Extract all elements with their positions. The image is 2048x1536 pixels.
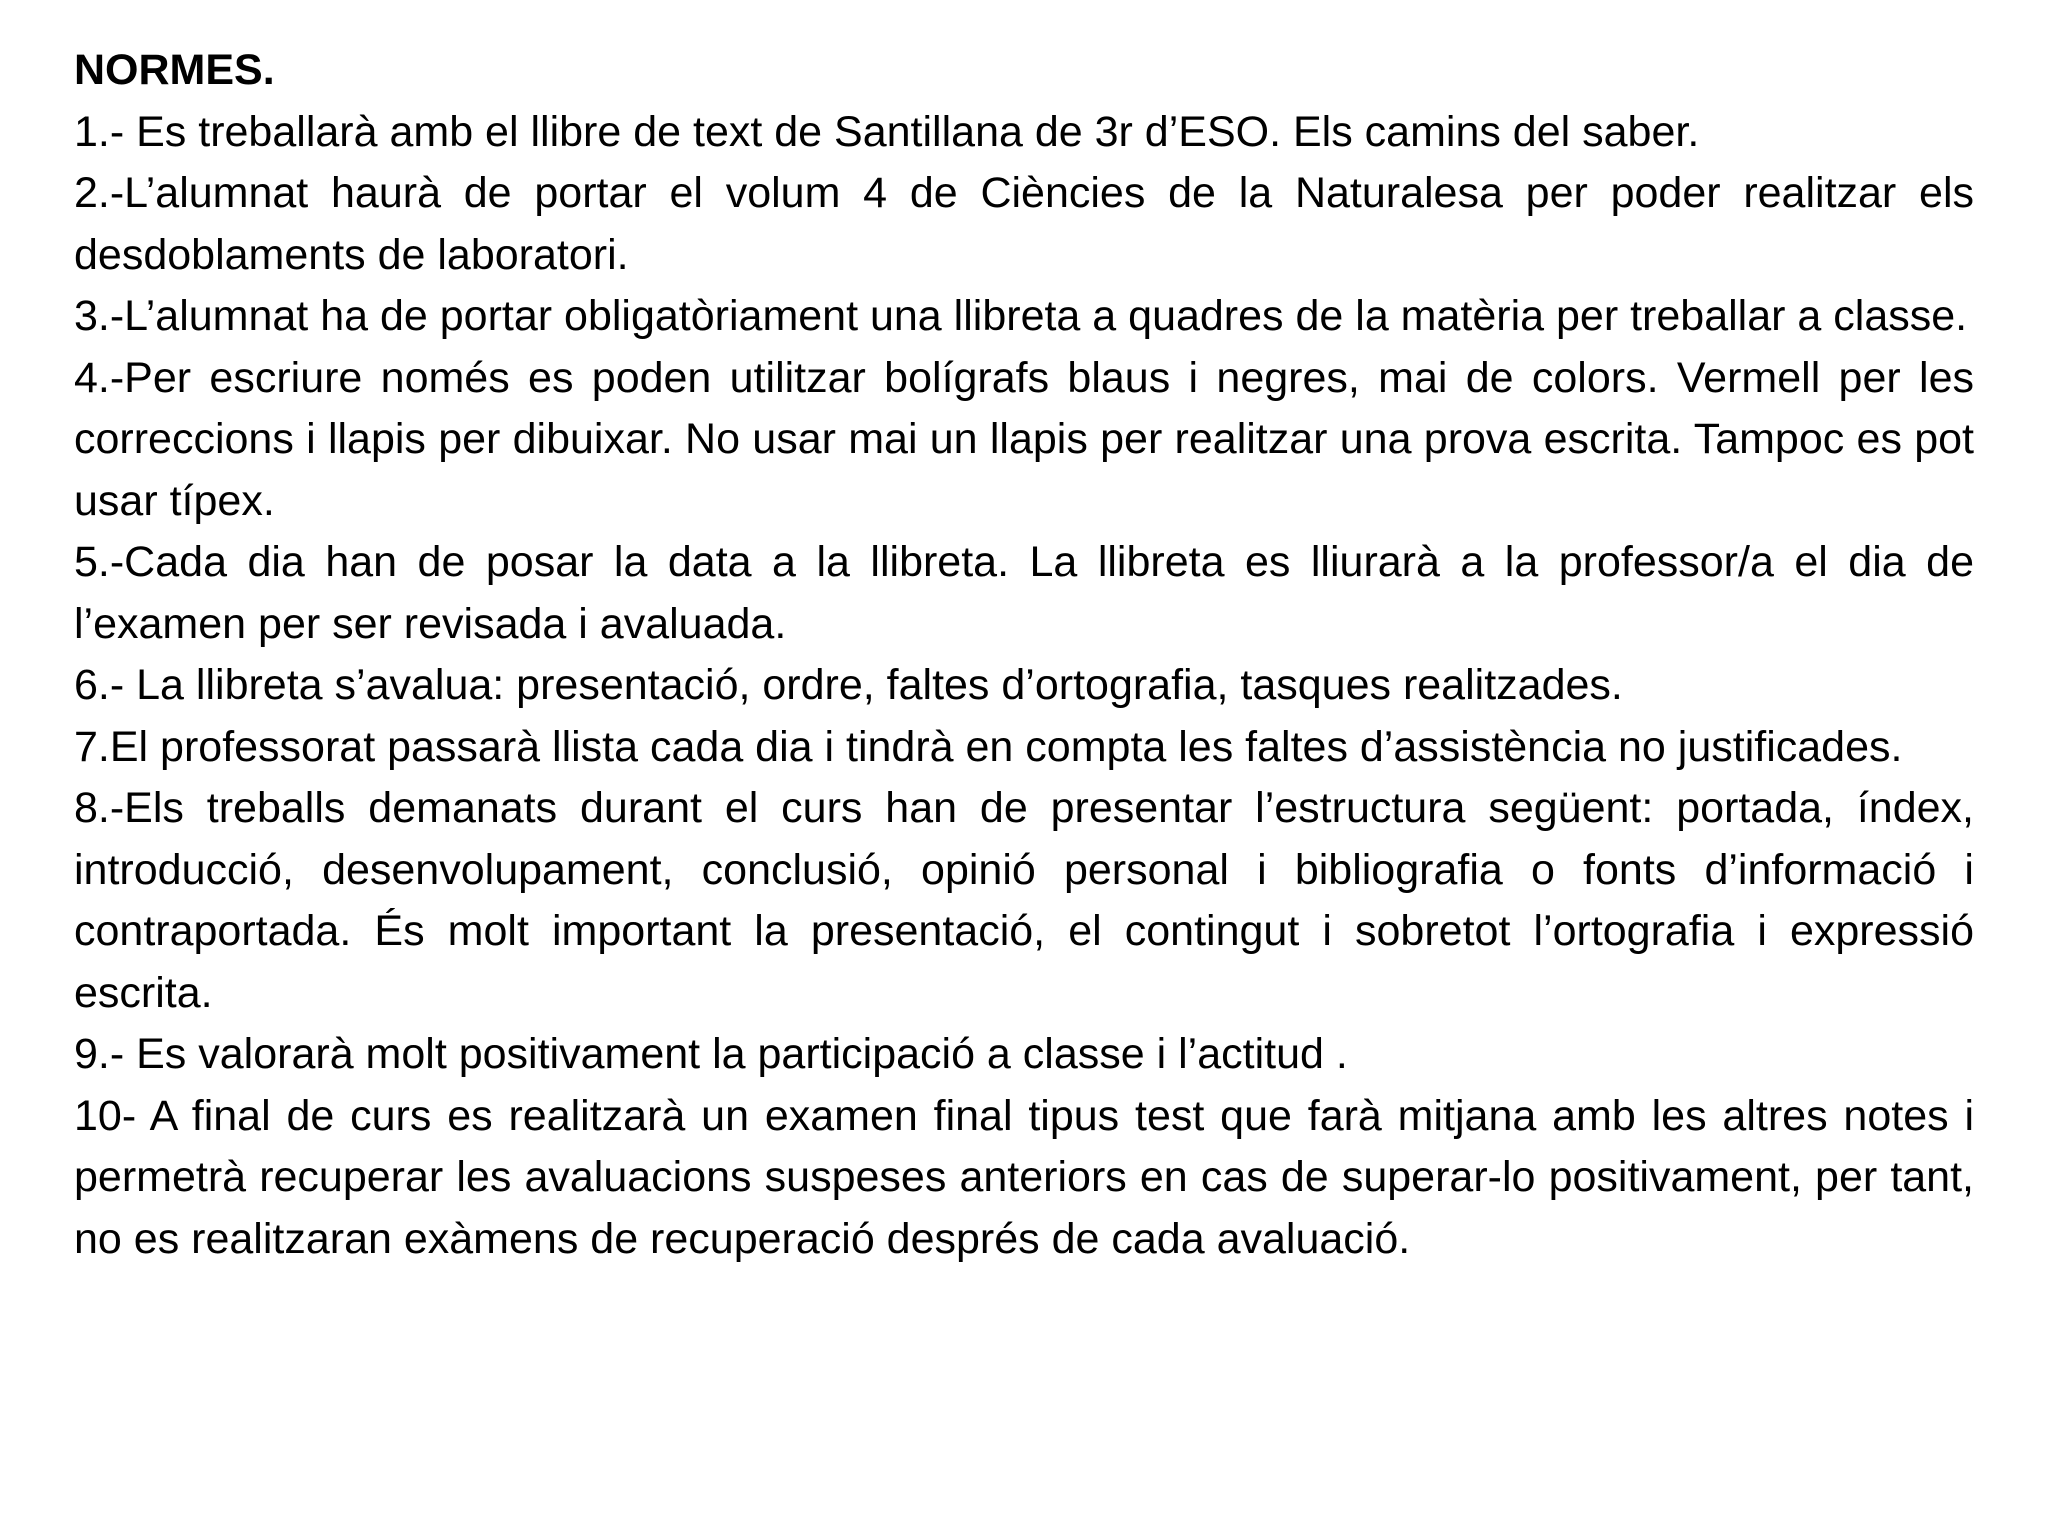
rule-10: 10- A final de curs es realitzarà un examen final tipus test que farà mitjana amb les altres notes i permetrà recuperar les avaluacions suspeses anteriors en cas de superar-lo positivament, per tant, no es realitzaran exàmens de recuperació després de cada avaluació. <box>74 1091 1974 1263</box>
rule-6: 6.- La llibreta s’avalua: presentació, ordre, faltes d’ortografia, tasques realitzades. <box>74 661 1623 709</box>
rule-8: 8.-Els treballs demanats durant el curs han de presentar l’estructura següent: portada, índex, introducció, desenvolupament, conclusió, opinió personal i bibliografia o fonts d’informació i contraportada. És molt important la presentació, el contingut i sobretot l’ortografia i expressió escrita. <box>74 784 1974 1017</box>
rule-7: 7.El professorat passarà llista cada dia i tindrà en compta les faltes d’assistència no justificades. <box>74 722 1903 771</box>
rule-2: 2.-L’alumnat haurà de portar el volum 4 de Ciències de la Naturalesa per poder realitzar els desdoblaments de laboratori. <box>74 169 1974 279</box>
document-body <box>74 40 1974 1270</box>
rule-1: 1.- Es treballarà amb el llibre de text de Santillana de 3r d’ESO. Els camins del saber. <box>74 107 1700 156</box>
document-title: NORMES. <box>74 46 275 94</box>
rule-4: 4.-Per escriure només es poden utilitzar bolígrafs blaus i negres, mai de colors. Vermell per les correccions i llapis per dibuixar. No usar mai un llapis per realitzar una prova escrita. Tampoc es pot usar típex. <box>74 353 1974 525</box>
rule-9: 9.- Es valorarà molt positivament la participació a classe i l’actitud . <box>74 1030 1348 1078</box>
rule-3: 3.-L’alumnat ha de portar obligatòriament una llibreta a quadres de la matèria per treballar a classe. <box>74 292 1968 340</box>
rule-5: 5.-Cada dia han de posar la data a la llibreta. La llibreta es lliurarà a la professor/a el dia de l’examen per ser revisada i avaluada. <box>74 538 1974 648</box>
